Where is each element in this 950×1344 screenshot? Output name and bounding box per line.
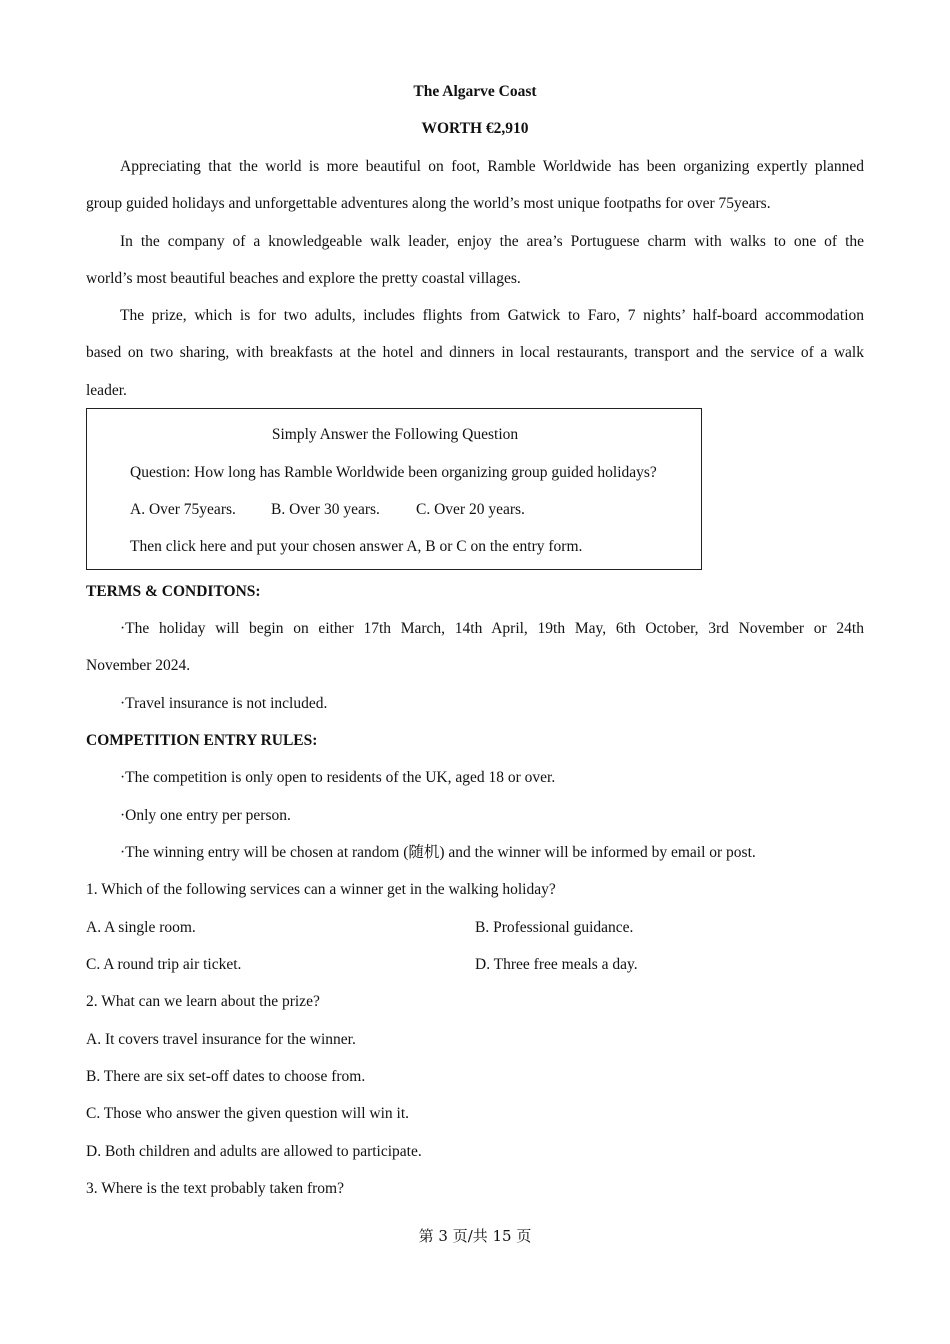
paragraph-3-line-1: The prize, which is for two adults, includes flights from Gatwick to Faro, 7 nights’ half-board accommodation	[120, 307, 864, 324]
paragraph-1-line-2: group guided holidays and unforgettable adventures along the world’s most unique footpaths for over 75years.	[86, 195, 771, 212]
rules-heading: COMPETITION ENTRY RULES:	[86, 732, 318, 749]
rules-item-2: ·Only one entry per person.	[120, 807, 291, 824]
question-box-heading: Simply Answer the Following Question	[271, 426, 519, 443]
page-subtitle: WORTH €2,910	[421, 120, 529, 137]
question-2-stem: 2. What can we learn about the prize?	[86, 993, 320, 1010]
question-box-option-c: C. Over 20 years.	[416, 501, 525, 518]
terms-item-1-line-2: November 2024.	[86, 657, 191, 674]
question-2-option-d: D. Both children and adults are allowed to participate.	[86, 1143, 422, 1160]
question-box	[86, 408, 702, 570]
question-box-instruction[interactable]: Then click here and put your chosen answer A, B or C on the entry form.	[130, 538, 583, 555]
question-1-option-c: C. A round trip air ticket.	[86, 956, 242, 973]
paragraph-2-line-2: world’s most beautiful beaches and explore the pretty coastal villages.	[86, 270, 521, 287]
paragraph-1-line-1: Appreciating that the world is more beautiful on foot, Ramble Worldwide has been organizing expertly planned	[120, 158, 864, 175]
question-2-option-b: B. There are six set-off dates to choose from.	[86, 1068, 366, 1085]
rules-item-3: ·The winning entry will be chosen at random (随机) and the winner will be informed by email or post.	[120, 844, 756, 861]
question-box-question: Question: How long has Ramble Worldwide been organizing group guided holidays?	[130, 464, 657, 481]
paragraph-2-line-1: In the company of a knowledgeable walk leader, enjoy the area’s Portuguese charm with walks to one of the	[120, 233, 864, 250]
terms-item-1-line-1: ·The holiday will begin on either 17th March, 14th April, 19th May, 6th October, 3rd November or 24th	[120, 620, 864, 637]
terms-heading: TERMS & CONDITONS:	[86, 583, 261, 600]
question-1-option-b: B. Professional guidance.	[475, 919, 634, 936]
page-title: The Algarve Coast	[413, 83, 537, 100]
question-1-option-d: D. Three free meals a day.	[475, 956, 638, 973]
question-2-option-a: A. It covers travel insurance for the winner.	[86, 1031, 356, 1048]
paragraph-3-line-3: leader.	[86, 382, 127, 399]
question-1-option-a: A. A single room.	[86, 919, 196, 936]
question-1-stem: 1. Which of the following services can a winner get in the walking holiday?	[86, 881, 556, 898]
question-box-option-a: A. Over 75years.	[130, 501, 236, 518]
question-box-option-b: B. Over 30 years.	[271, 501, 380, 518]
paragraph-3-line-2: based on two sharing, with breakfasts at the hotel and dinners in local restaurants, transport and the service of a walk	[86, 344, 864, 361]
question-2-option-c: C. Those who answer the given question will win it.	[86, 1105, 410, 1122]
question-3-stem: 3. Where is the text probably taken from?	[86, 1180, 344, 1197]
page-footer: 第 3 页/共 15 页	[418, 1227, 532, 1245]
rules-item-1: ·The competition is only open to residents of the UK, aged 18 or over.	[120, 769, 556, 786]
terms-item-2: ·Travel insurance is not included.	[120, 695, 328, 712]
